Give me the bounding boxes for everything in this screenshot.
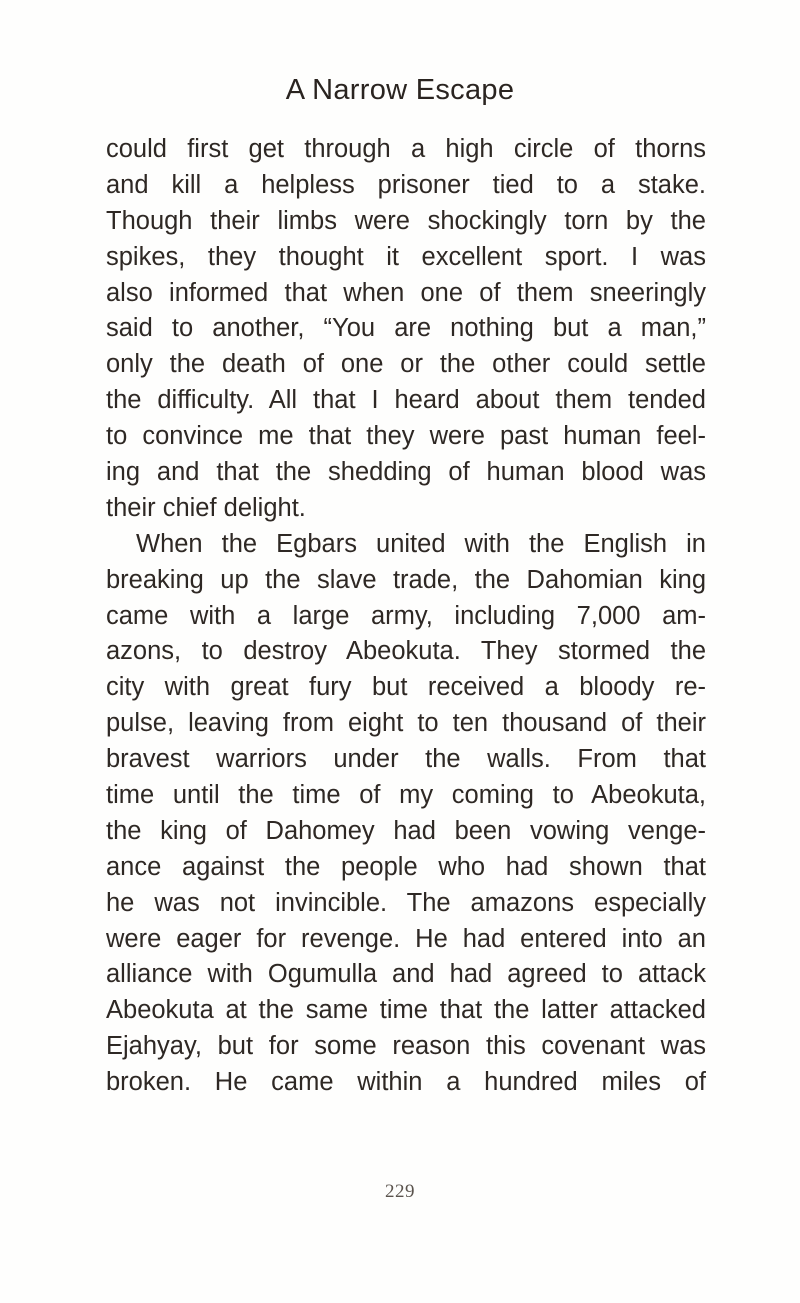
text-line: the king of Dahomey had been vowing venge- [106,816,706,845]
text-line: broken. He came within a hundred miles of [106,1068,706,1097]
text-line: to convince me that they were past human feel- [106,422,706,451]
text-line: breaking up the slave trade, the Dahomian king [106,565,706,594]
text-line: spikes, they thought it excellent sport. I was [106,242,706,271]
text-line: bravest warriors under the walls. From that [106,745,706,774]
text-line: also informed that when one of them sneeringly [106,278,706,307]
text-line: the difficulty. All that I heard about them tended [106,386,706,415]
text-line: azons, to destroy Abeokuta. They stormed the [106,637,706,666]
text-line: and kill a helpless prisoner tied to a stake. [106,170,706,199]
text-line: When the Egbars united with the English in [136,529,706,558]
text-line: their chief delight. [106,493,306,522]
text-line: ance against the people who had shown that [106,852,706,881]
text-line: were eager for revenge. He had entered into an [106,924,706,953]
text-line: city with great fury but received a bloody re- [106,673,706,702]
text-line: said to another, “You are nothing but a man,” [106,314,706,343]
text-line: he was not invincible. The amazons especially [106,888,706,917]
text-line: time until the time of my coming to Abeokuta, [106,781,706,810]
text-line: Abeokuta at the same time that the latter attacked [106,996,706,1025]
running-head: A Narrow Escape [285,74,515,106]
text-line: only the death of one or the other could settle [106,350,706,379]
text-line: Ejahyay, but for some reason this covenant was [106,1032,706,1061]
text-line: pulse, leaving from eight to ten thousand of their [106,709,706,738]
text-line: ing and that the shedding of human blood was [106,458,706,487]
text-line: could first get through a high circle of thorns [106,135,706,163]
body-text [106,132,706,1101]
text-line: came with a large army, including 7,000 am- [106,601,706,630]
text-line: Though their limbs were shockingly torn by the [106,206,706,235]
page-number: 229 [385,1181,415,1202]
text-line: alliance with Ogumulla and had agreed to attack [106,960,706,989]
